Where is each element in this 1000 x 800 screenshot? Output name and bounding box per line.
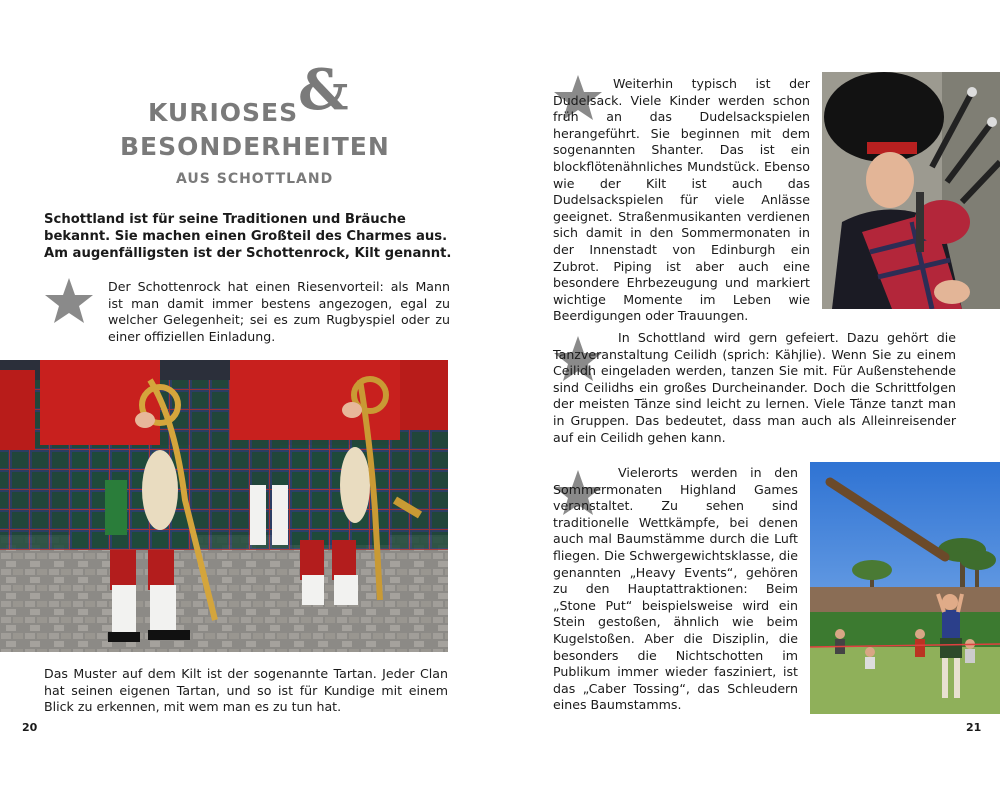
title-line-2: BESONDERHEITEN — [120, 132, 390, 161]
tartan-paragraph: Das Muster auf dem Kilt ist der sogenannte Tartan. Jeder Clan hat seinen eigenen Tartan, und so ist für Kundige mit einem Blick zu erkennen, mit wem man es zu tun hat. — [44, 666, 448, 715]
page-number-right: 21 — [966, 721, 982, 734]
page-subtitle: AUS SCHOTTLAND — [176, 171, 334, 187]
intro-paragraph: Schottland ist für seine Traditionen und Bräuche bekannt. Sie machen einen Großteil des Charmes aus. Am augenfälligsten ist der Schottenrock, Kilt genannt. — [44, 212, 452, 261]
kilt-paragraph: Der Schottenrock hat einen Riesenvorteil: als Mann ist man damit immer bestens angezogen, egal zu welcher Gelegenheit; sei es zum Rugbyspiel oder zu einer offiziellen Einladung. — [108, 279, 450, 344]
bagpiper-photo — [822, 72, 1000, 309]
title-ampersand: & — [298, 57, 349, 123]
title-line-1: KURIOSES — [148, 98, 299, 127]
caber-toss-illustration — [810, 462, 1000, 714]
highland-games-paragraph: Vielerorts werden in den Sommermonaten Highland Games veranstaltet. Zu sehen sind traditionelle Wettkämpfe, bei denen auch mal Baumstämme durch die Luft fliegen. Die Schwergewichtsklasse, die genannten „Heavy Events“, gehören zu den Hauptattraktionen: Beim „Stone Put“ beispielsweise wird ein Stein gestoßen, ähnlich wie beim Kugelstoßen. Aber die Disziplin, die besonders die Nichtschotten im Publikum immer wieder fasziniert, ist das „Caber Tossing“, das Schleudern eines Baumstamms. — [553, 465, 798, 713]
pipe-band-photo — [0, 360, 448, 652]
bagpiper-illustration — [822, 72, 1000, 309]
bagpipe-paragraph: Weiterhin typisch ist der Dudelsack. Viele Kinder werden schon früh an das Dudelsackspielen herangeführt. Sie beginnen mit dem sogenannten Shanter. Das ist ein blockflötenähnliches Mundstück. Ebenso wie der Kilt ist auch das Dudelsackspielen für viele Anlässe geeignet. Straßenmusikanten verdienen sich damit in den Sommermonaten in der Innenstadt von Edinburgh ein Zubrot. Piping ist aber auch eine besondere Ehrbezeugung und markiert wichtige Momente im Leben wie Beerdigungen oder Trauungen. — [553, 76, 810, 324]
pipe-band-illustration — [0, 360, 448, 652]
star-icon — [44, 276, 94, 326]
caber-toss-photo — [810, 462, 1000, 714]
ceilidh-paragraph: In Schottland wird gern gefeiert. Dazu gehört die Tanzveranstaltung Ceilidh (sprich: Kähjlie). Wenn Sie zu einem Ceilidh eingeladen werden, tanzen Sie mit. Für Außenstehende sind Ceilidhs ein großes Durcheinander. Doch die Schrittfolgen der meisten Tänze sind leicht zu lernen. Viele Tänze tanzt man in Gruppen. Das bedeutet, dass man auch als Alleinreisender auf ein Ceilidh gehen kann. — [553, 330, 956, 445]
page-number-left: 20 — [22, 721, 38, 734]
